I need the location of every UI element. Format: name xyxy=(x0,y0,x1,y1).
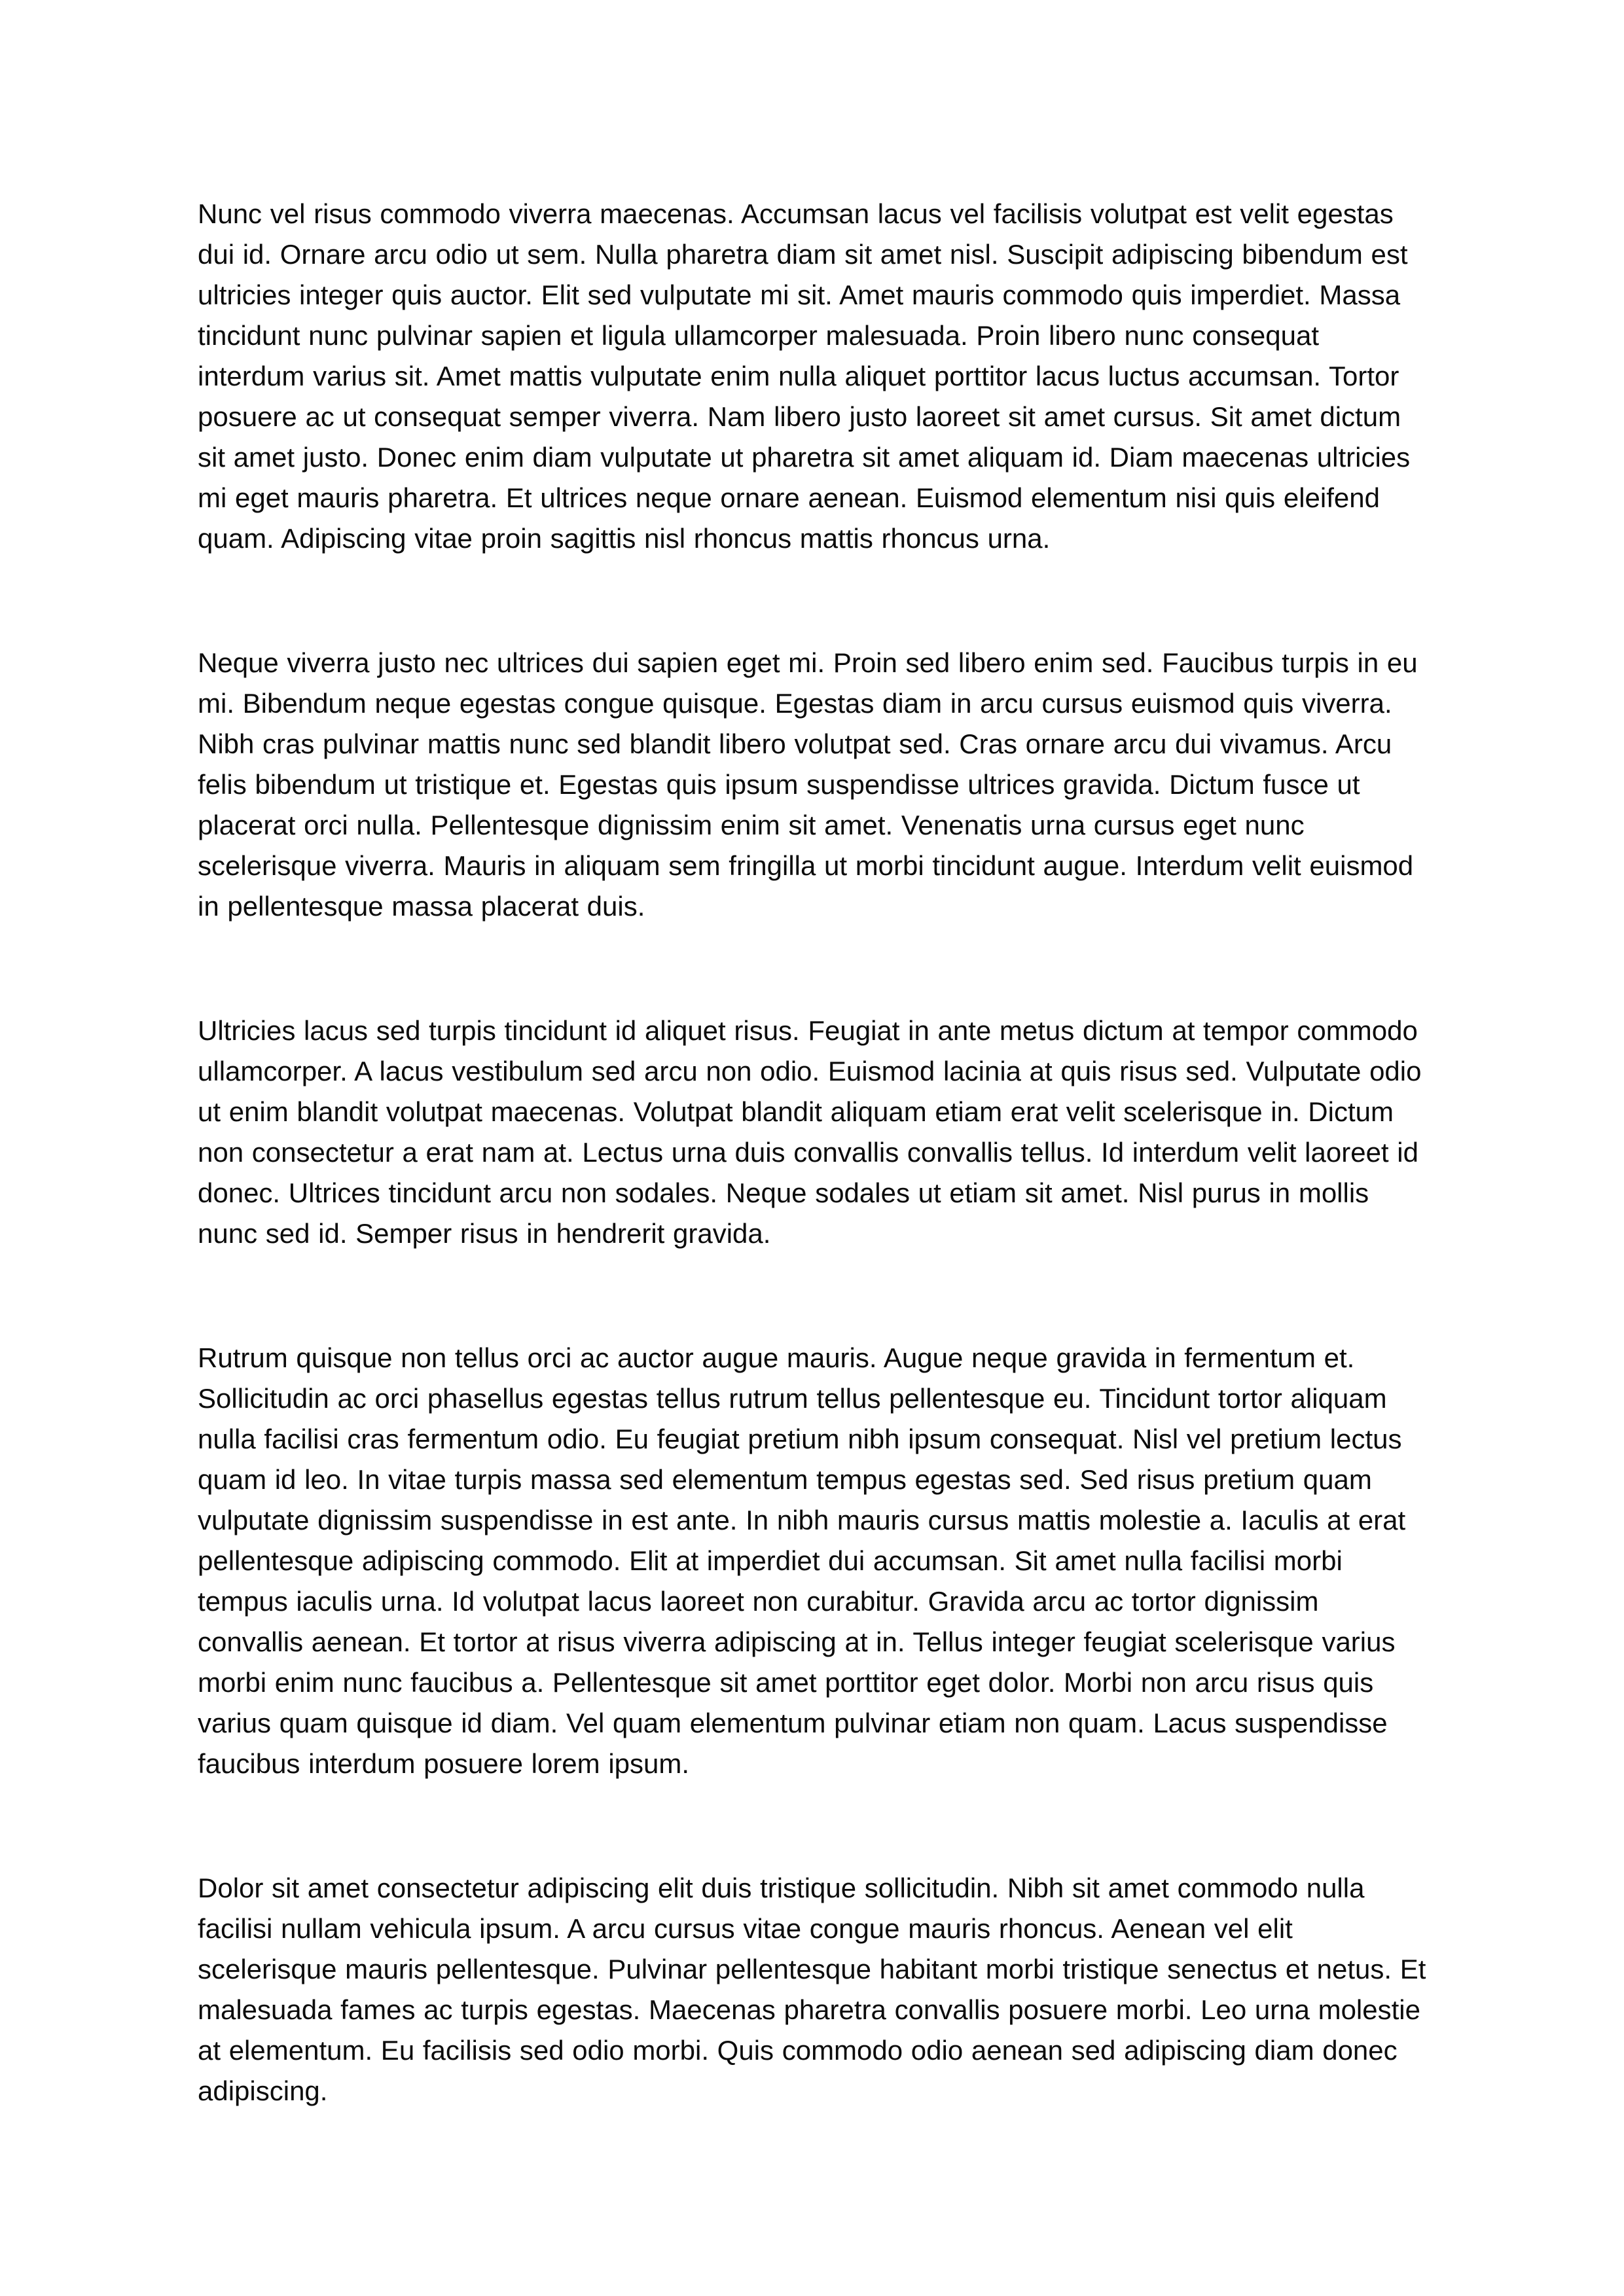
paragraph-1: Nunc vel risus commodo viverra maecenas. Accumsan lacus vel facilisis volutpat est velit egestas dui id. Ornare arcu odio ut sem. Nulla pharetra diam sit amet nisl. Suscipit adipiscing bibendum est ultricies integer quis auctor. Elit sed vulputate mi sit. Amet mauris commodo quis imperdiet. Massa tincidunt nunc pulvinar sapien et ligula ullamcorper malesuada. Proin libero nunc consequat interdum varius sit. Amet mattis vulputate enim nulla aliquet porttitor lacus luctus accumsan. Tortor posuere ac ut consequat semper viverra. Nam libero justo laoreet sit amet cursus. Sit amet dictum sit amet justo. Donec enim diam vulputate ut pharetra sit amet aliquam id. Diam maecenas ultricies mi eget mauris pharetra. Et ultrices neque ornare aenean. Euismod elementum nisi quis eleifend quam. Adipiscing vitae proin sagittis nisl rhoncus mattis rhoncus urna. xyxy=(198,198,1411,554)
paragraph-2: Neque viverra justo nec ultrices dui sapien eget mi. Proin sed libero enim sed. Faucibus turpis in eu mi. Bibendum neque egestas congue quisque. Egestas diam in arcu cursus euismod quis viverra. Nibh cras pulvinar mattis nunc sed blandit libero volutpat sed. Cras ornare arcu dui vivamus. Arcu felis bibendum ut tristique et. Egestas quis ipsum suspendisse ultrices gravida. Dictum fusce ut placerat orci nulla. Pellentesque dignissim enim sit amet. Venenatis urna cursus eget nunc scelerisque viverra. Mauris in aliquam sem fringilla ut morbi tincidunt augue. Interdum velit euismod in pellentesque massa placerat duis. xyxy=(198,647,1418,922)
paragraph-4: Rutrum quisque non tellus orci ac auctor augue mauris. Augue neque gravida in fermentum et. Sollicitudin ac orci phasellus egestas tellus rutrum tellus pellentesque eu. Tincidunt tortor aliquam nulla facilisi cras fermentum odio. Eu feugiat pretium nibh ipsum consequat. Nisl vel pretium lectus quam id leo. In vitae turpis massa sed elementum tempus egestas sed. Sed risus pretium quam vulputate dignissim suspendisse in est ante. In nibh mauris cursus mattis molestie a. Iaculis at erat pellentesque adipiscing commodo. Elit at imperdiet dui accumsan. Sit amet nulla facilisi morbi tempus iaculis urna. Id volutpat lacus laoreet non curabitur. Gravida arcu ac tortor dignissim convallis aenean. Et tortor at risus viverra adipiscing at in. Tellus integer feugiat scelerisque varius morbi enim nunc faucibus a. Pellentesque sit amet porttitor eget dolor. Morbi non arcu risus quis varius quam quisque id diam. Vel quam elementum pulvinar etiam non quam. Lacus suspendisse faucibus interdum posuere lorem ipsum. xyxy=(198,1342,1406,1779)
paragraph-3: Ultricies lacus sed turpis tincidunt id aliquet risus. Feugiat in ante metus dictum at tempor commodo ullamcorper. A lacus vestibulum sed arcu non odio. Euismod lacinia at quis risus sed. Vulputate odio ut enim blandit volutpat maecenas. Volutpat blandit aliquam etiam erat velit scelerisque in. Dictum non consectetur a erat nam at. Lectus urna duis convallis convallis tellus. Id interdum velit laoreet id donec. Ultrices tincidunt arcu non sodales. Neque sodales ut etiam sit amet. Nisl purus in mollis nunc sed id. Semper risus in hendrerit gravida. xyxy=(198,1015,1422,1249)
paragraph-5: Dolor sit amet consectetur adipiscing elit duis tristique sollicitudin. Nibh sit amet commodo nulla facilisi nullam vehicula ipsum. A arcu cursus vitae congue mauris rhoncus. Aenean vel elit scelerisque mauris pellentesque. Pulvinar pellentesque habitant morbi tristique senectus et netus. Et malesuada fames ac turpis egestas. Maecenas pharetra convallis posuere morbi. Leo urna molestie at elementum. Eu facilisis sed odio morbi. Quis commodo odio aenean sed adipiscing diam donec adipiscing. xyxy=(198,1873,1426,2106)
